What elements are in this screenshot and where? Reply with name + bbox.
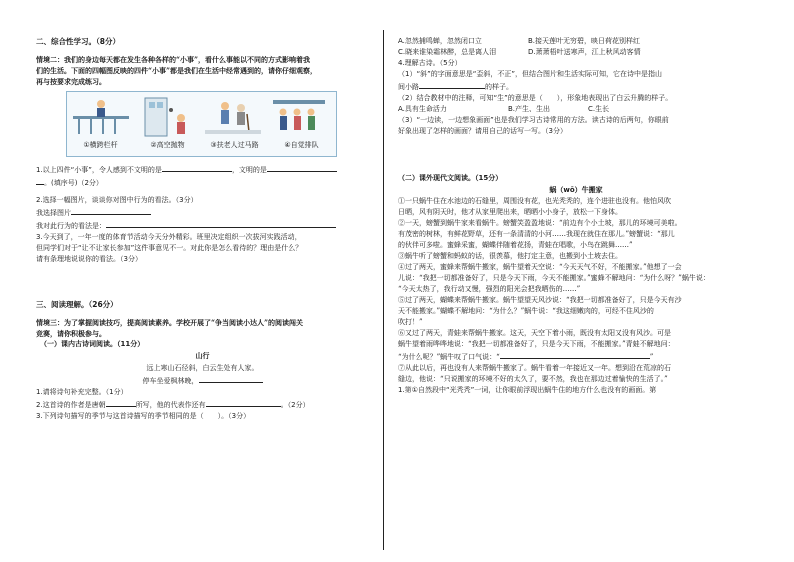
question-4-1: （1）“斜”的字面意思是“歪斜，不正”，但结合图片和生活实际可知，它在诗中是指山 (398, 70, 662, 78)
option-row (398, 104, 754, 115)
story-line: 缝边，他说：“只说搬家的环境不好的太久了，要不然，我也在那边过着愉快的生活了。” (398, 375, 668, 383)
answer-blank[interactable] (267, 163, 337, 172)
helping-elder-scene-illustration (203, 96, 263, 138)
story-line: 儿说：“我把一切都准备好了，只是今天下雨，今天不能搬家。”蜜蜂不解地问：“为什么呀？”蜗牛说： (398, 274, 710, 282)
figure-caption-1: ①横跨栏杆 (83, 141, 118, 149)
task-3-intro-line: 竞赛，请你积极参与。 (36, 329, 106, 338)
story-line: ⑥又过了两天，青蛙来帮蜗牛搬家。这天，天空下着小雨，既没有太阳又没有风沙。可是 (398, 329, 671, 337)
left-column (36, 36, 369, 422)
task-2-intro-line: 再与按要求完成练习。 (36, 77, 106, 86)
question-4-1-cont: 间小路 的样子。 (398, 80, 754, 93)
option-a[interactable]: A.忽然捕鸣蝉，忽然闭口立 (398, 37, 482, 45)
story-line: ①一只蜗牛住在水池边的石缝里，周围没有花，也光秃秃的，连个进驻也没有。他怕风吹 (398, 197, 671, 205)
section-3-title: 三、阅读理解。（26分） (36, 300, 118, 309)
story-line: ③蜗牛听了螃蟹和蚂蚁的话，很羡慕，他打定主意，也搬到小土坡去住。 (398, 252, 622, 260)
right-column (398, 36, 754, 396)
question-2: 2.选择一幅图片，谈谈你对图中行为的看法。（3分） (36, 196, 198, 204)
question-4-3-cont: 好象出现了怎样的画面？请用自己的话写一写。（3分） (398, 127, 567, 135)
question-2-view: 我对此行为的看法是： (36, 219, 369, 232)
answer-blank[interactable] (106, 219, 336, 228)
right-question-4: 4.理解古诗。（5分） (398, 59, 462, 67)
question-4-3: （3）“一边读，一边想象画面”也是我们学习古诗常用的方法。读古诗的后两句，你眼前 (398, 116, 669, 124)
story-line: ②一天，螃蟹到蜗牛家来看蜗牛。螃蟹笑盈盈地说：“前边有个小土坡，那儿的环境可美啦。 (398, 219, 682, 227)
option-row (398, 47, 754, 58)
option-row (398, 36, 754, 47)
column-divider (383, 30, 384, 550)
answer-blank[interactable] (199, 374, 263, 383)
answer-blank[interactable] (162, 163, 232, 172)
question-3-line: 请有条理地说说你的看法。（3分） (36, 255, 142, 263)
poem-line-1: 远上寒山石径斜，白云生处有人家。 (146, 364, 259, 372)
option-b[interactable]: B.接天莲叶无穷碧，映日荷花别样红 (528, 37, 641, 45)
story-line: ④过了两天，蜜蜂来帮蜗牛搬家，蜗牛望着天空说：“今天天气不好，不能搬家。”他想了一会 (398, 263, 682, 271)
story-line-with-blank: “为什么呢？”蜗牛叹了口气说：“ ” (398, 350, 754, 363)
figure-caption-3: ③扶老人过马路 (210, 141, 259, 149)
railing-scene-illustration (71, 96, 131, 138)
question-3-line: 但同学们对于“让不让家长参加”这件事意见不一。对此你是怎么看待的？理由是什么？ (36, 244, 303, 252)
story-line: 吹打！” (398, 318, 423, 326)
subsection-1-title: （一）课内古诗词阅读。（11分） (40, 340, 145, 348)
poem-title: 山行 (195, 352, 210, 360)
answer-blank[interactable] (500, 350, 650, 359)
task-3-intro-line: 情境三：为了掌握阅读技巧，提高阅读素养。学校开展了“争当阅读小达人”的阅读闯关 (36, 318, 304, 327)
figure-caption-4: ④自觉排队 (284, 141, 319, 149)
question-2-pick: 我选择图片 (36, 206, 369, 219)
subsection-2-title: （二）课外现代文阅读。（15分） (398, 174, 503, 182)
question-3-line: 3.今天到了，一年一度的体育节活动今天分外精彩。班里决定组织一次拔河实践活动， (36, 233, 302, 241)
story-line: ⑦从此以后，再也没有人来帮蜗牛搬家了。蜗牛看着一年接近又一年。想到沿在荒凉的石 (398, 364, 671, 372)
option-c[interactable]: C.生长 (588, 105, 610, 113)
option-b[interactable]: B.产生、生出 (508, 105, 551, 113)
story-line: 蜗牛望着雨哗哗地说：“我把一切都准备好了，只是今天下雨，不能搬家。”青蛙不解地问： (398, 340, 675, 348)
option-c[interactable]: C.晓来谁染霜林醉，总是离人泪 (398, 48, 497, 56)
question-1: 1.以上四件“小事”，令人感到不文明的是 ，文明的是 (36, 163, 369, 176)
task-2-intro-line: 们的生活。下面的四幅图反映的四件“小事”都是我们在生活中经常遇到的，请你仔细观察， (36, 66, 318, 75)
four-scenes-figure (66, 91, 337, 157)
story-line: 天不能搬家。”蝴蝶不解地问：“为什么？”蜗牛说：“我这细嫩肉的，可经不住风沙的 (398, 307, 654, 315)
story-question-1: 1.第①自然段中“光秃秃”一词，让你眼前浮现出蜗牛住的地方什么也没有的画面。第 (398, 386, 657, 394)
left-question-1: 1.请将诗句补充完整。（1分） (36, 388, 128, 396)
question-4-2: （2）结合教材中的注释，可知“生”的意思是（ ），形象地表现出了白云升腾的样子。 (398, 94, 673, 102)
story-line: 日晒，风有阴天时，他才从家里爬出来，晒晒小小身子，放松一下身体。 (398, 208, 622, 216)
throwing-scene-illustration (137, 96, 197, 138)
story-title: 蜗（wō）牛搬家 (549, 186, 603, 194)
option-a[interactable]: A.具有生命活力 (398, 105, 447, 113)
left-question-3: 3.下列诗句描写的季节与这首诗描写的季节相同的是（ ）。（3分） (36, 412, 251, 420)
answer-blank[interactable] (106, 398, 136, 407)
section-2-title: 二、综合性学习。（8分） (36, 37, 120, 46)
story-line: “今天太热了，我行动又慢，强烈的阳光会把我晒伤的……” (398, 285, 581, 293)
queue-scene-illustration (269, 96, 329, 138)
figure-caption-2: ②高空抛物 (150, 141, 185, 149)
story-line: 的伙伴可多啦。蜜蜂采蜜，蝴蝶伴随着花扬，青蛙在唱歌，小鸟在跳舞……” (398, 241, 633, 249)
poem-line-2: 停车坐爱枫林晚， (36, 374, 369, 387)
answer-blank[interactable] (71, 206, 151, 215)
option-d[interactable]: D.萧萧梧叶送寒声，江上秋风动客情 (528, 48, 641, 56)
story-line: ⑤过了两天，蝴蝶来帮蜗牛搬家。蜗牛望望天风沙说：“我把一切都准备好了，只是今天有沙 (398, 296, 682, 304)
left-question-2: 2.这首诗的作者是唐朝 所写，他的代表作还有 。（2分） (36, 398, 369, 411)
question-1-cont: 。(填序号)（2分） (36, 176, 369, 189)
task-2-intro-line: 情境二：我们的身边每天都在发生各种各样的“小事”，看什么事能以不同的方式影响着我 (36, 55, 311, 64)
answer-blank[interactable] (419, 80, 485, 89)
answer-blank[interactable] (36, 176, 44, 185)
answer-blank[interactable] (206, 398, 281, 407)
story-line: 有茂密的树林，有鲜花野草，还有一条清清的小河……我现在就住在那儿。”螃蟹说：“那儿 (398, 230, 675, 238)
